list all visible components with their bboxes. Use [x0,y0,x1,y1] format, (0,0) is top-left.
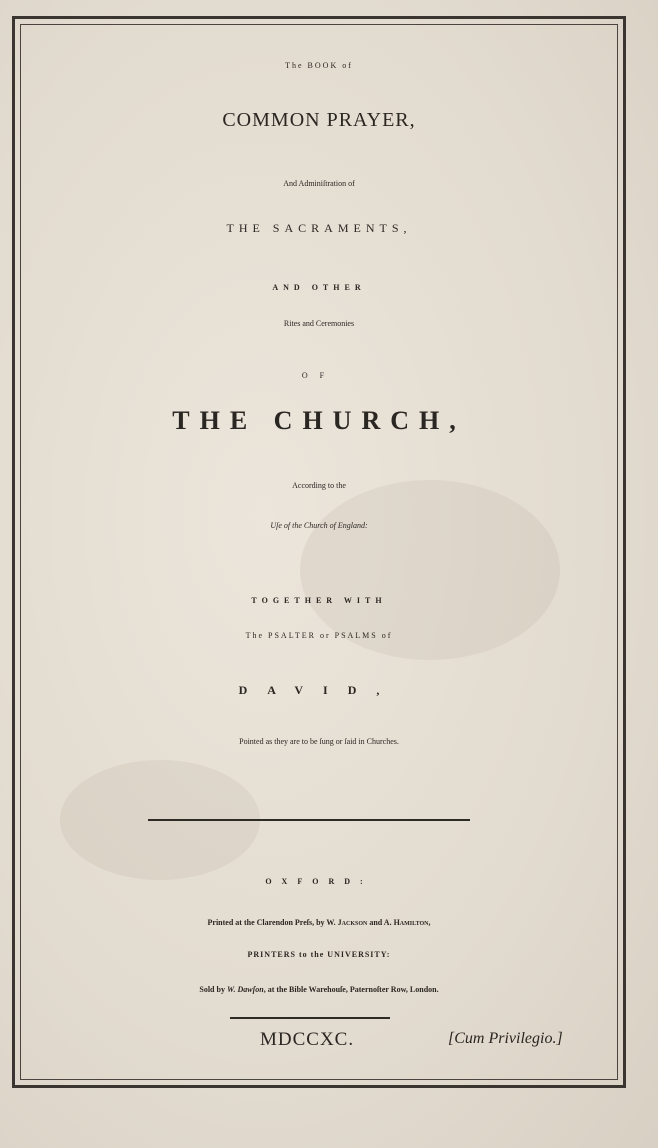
divider-rule [148,819,470,821]
imprint-printed-by [20,919,618,927]
imprint-printed-post: , [428,918,431,927]
title-line-administration: And Adminiſtration of [283,179,355,188]
imprint-printer-hamilton: Hamilton [393,918,429,927]
title-line-together-with: TOGETHER WITH [251,596,387,605]
title-line-the-church: THE CHURCH, [172,406,466,435]
title-line-and-other: AND OTHER [272,283,366,292]
imprint-place: OXFORD: [265,877,373,886]
imprint-printed-mid: and A. [367,918,394,927]
title-line-common-prayer: COMMON PRAYER, [222,109,416,131]
title-line-pointed: Pointed as they are to be ſung or ſaid in Churches. [239,737,399,746]
title-line-david: DAVID, [238,683,400,697]
title-line-sacraments: THE SACRAMENTS, [226,221,412,235]
imprint-printers-line: PRINTERS to the UNIVERSITY: [247,950,391,959]
imprint-seller: W. Dawſon [226,985,264,994]
imprint-sold-post: , at the Bible Warehouſe, Paternoſter Row, London. [263,985,439,994]
imprint-date: MDCCXC. [260,1029,355,1050]
title-line-according: According to the [292,481,346,490]
title-line-psalter: The PSALTER or PSALMS of [245,631,393,640]
title-line-book-of: The BOOK of [285,61,353,70]
short-divider-rule [230,1017,390,1019]
imprint-privilege: [Cum Privilegio.] [448,1030,563,1047]
imprint-printer-jackson: Jackson [337,918,368,927]
title-line-of: OF [301,371,337,380]
imprint-printed-pre: Printed at the Clarendon Preſs, by W. [207,918,338,927]
imprint-sold-pre: Sold by [199,985,227,994]
title-line-use-of-church: Uſe of the Church of England: [270,521,368,530]
imprint-sold-by [20,986,618,994]
title-line-rites: Rites and Ceremonies [283,319,355,328]
